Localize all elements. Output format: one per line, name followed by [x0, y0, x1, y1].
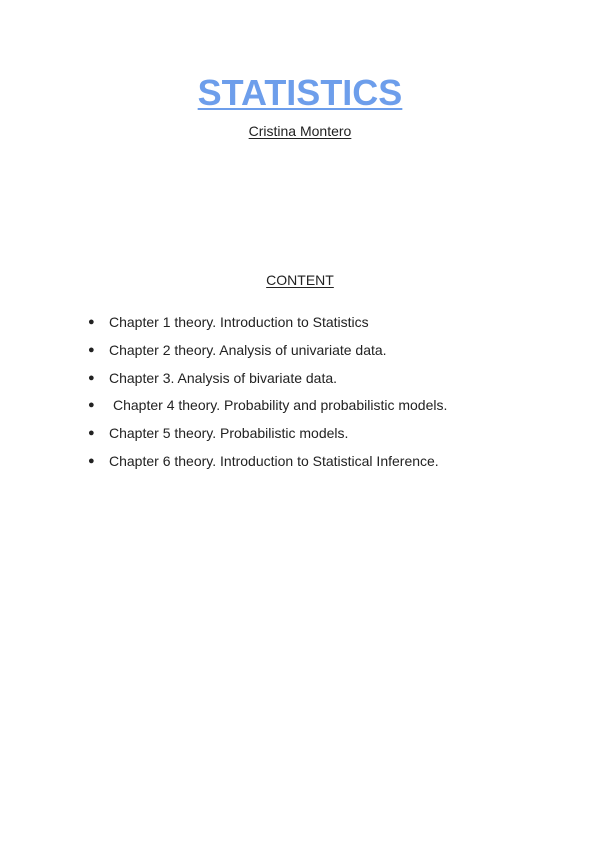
bullet-icon: ●	[88, 454, 95, 467]
author-name: Cristina Montero	[248, 123, 352, 139]
chapter-entry-5: Chapter 5 theory. Probabilistic models.	[109, 425, 349, 442]
bullet-icon: ●	[88, 316, 95, 328]
bullet-icon: ●	[88, 343, 95, 356]
content-heading: CONTENT	[266, 272, 334, 288]
document-title: STATISTICS	[197, 72, 403, 113]
chapter-entry-2: Chapter 2 theory. Analysis of univariate data.	[109, 341, 387, 358]
chapter-entry-6: Chapter 6 theory. Introduction to Statistical Inference.	[109, 452, 439, 469]
bullet-icon: ●	[88, 427, 95, 440]
bullet-icon: ●	[88, 399, 95, 412]
bullet-icon: ●	[88, 371, 95, 384]
chapter-entry-1: Chapter 1 theory. Introduction to Statistics	[109, 314, 369, 330]
chapter-entry-3: Chapter 3. Analysis of bivariate data.	[109, 369, 338, 386]
chapter-entry-4: Chapter 4 theory. Probability and probabilistic models.	[113, 397, 448, 414]
